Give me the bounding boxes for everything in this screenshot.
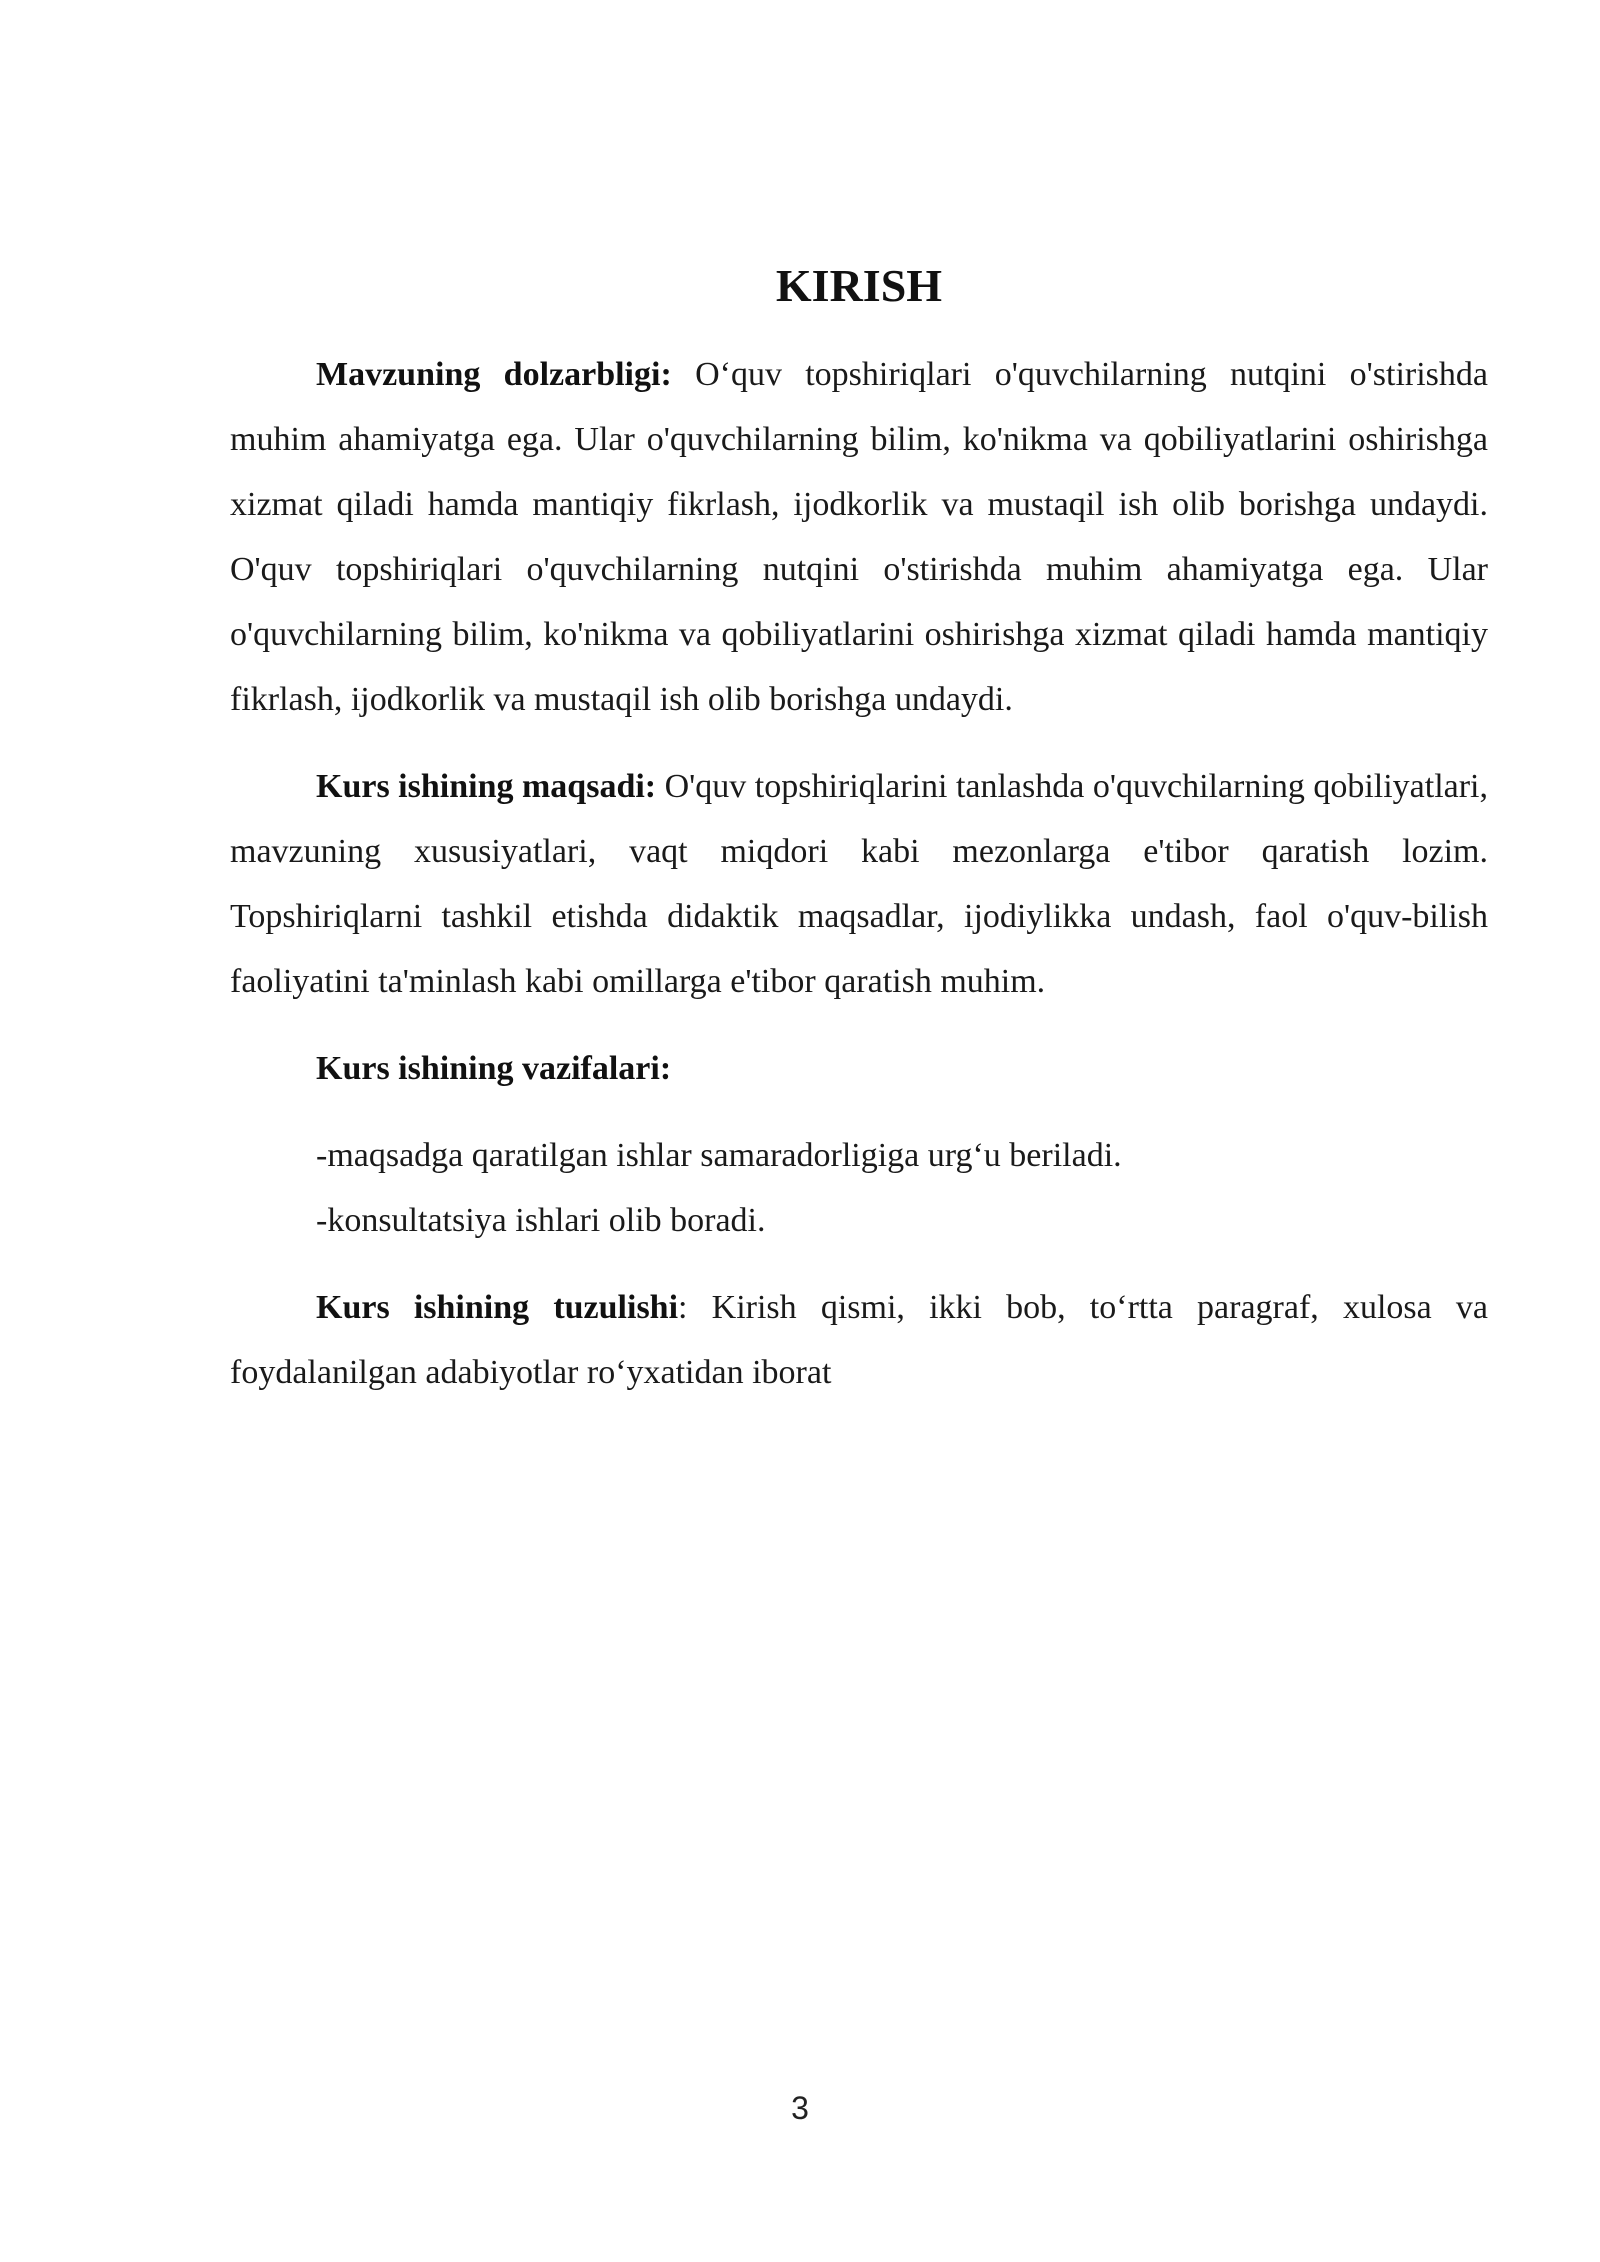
- task-item: -maqsadga qaratilgan ishlar samaradorligiga urg‘u beriladi.: [316, 1137, 1122, 1174]
- goal-paragraph: [230, 754, 1488, 1014]
- page-number: 3: [791, 2090, 809, 2126]
- structure-paragraph: [230, 1275, 1488, 1405]
- spacer: [230, 732, 1488, 754]
- goal-label: Kurs ishining maqsadi:: [316, 768, 657, 805]
- page-title: KIRISH: [775, 260, 943, 311]
- relevance-label: Mavzuning dolzarbligi:: [316, 356, 672, 393]
- relevance-text: O‘quv topshiriqlari o'quvchilarning nutqini o'stirishda muhim ahamiyatga ega. Ular o'quvchilarning bilim, ko'nikma va qobiliyatlarini oshirishga xizmat qiladi hamda mantiqiy fikrlash, ijodkorlik va mustaqil ish olib borishga undaydi. O'quv topshiriqlari o'quvchilarning nutqini o'stirishda muhim ahamiyatga ega. Ular o'quvchilarning bilim, ko'nikma va qobiliyatlarini oshirishga xizmat qiladi hamda mantiqiy fikrlash, ijodkorlik va mustaqil ish olib borishga undaydi.: [230, 356, 1488, 718]
- goal-text: O'quv topshiriqlarini tanlashda o'quvchilarning qobiliyatlari, mavzuning xususiyatlari, vaqt miqdori kabi mezonlarga e'tibor qaratish lozim. Topshiriqlarni tashkil etishda didaktik maqsadlar, ijodiylikka undash, faol o'quv-bilish faoliyatini ta'minlash kabi omillarga e'tibor qaratish muhim.: [230, 768, 1488, 1000]
- spacer: [230, 1253, 1488, 1275]
- structure-text: : Kirish qismi, ikki bob, to‘rtta paragraf, xulosa va foydalanilgan adabiyotlar ro‘yxatidan iborat: [230, 1289, 1488, 1391]
- structure-label: Kurs ishining tuzulishi: [316, 1289, 679, 1326]
- tasks-heading: Kurs ishining vazifalari:: [316, 1050, 672, 1087]
- page-content: [230, 252, 1488, 1405]
- relevance-paragraph: [230, 342, 1488, 732]
- task-item: -konsultatsiya ishlari olib boradi.: [316, 1202, 766, 1239]
- spacer: [230, 1014, 1488, 1036]
- spacer: [230, 1101, 1488, 1123]
